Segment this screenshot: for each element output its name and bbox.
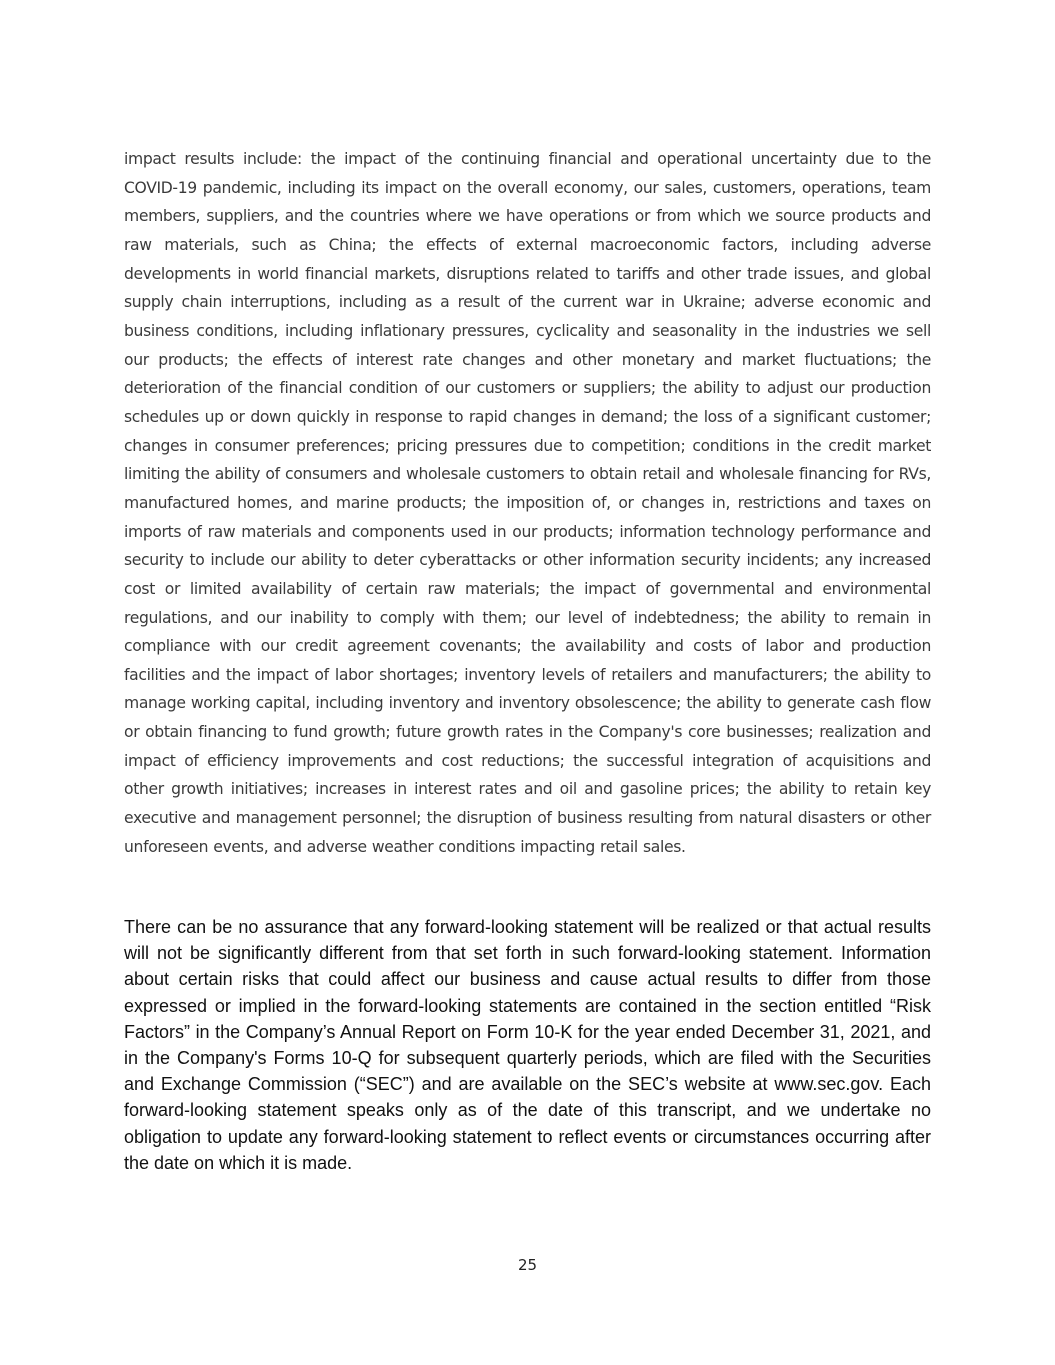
- no-assurance-paragraph: There can be no assurance that any forward-looking statement will be realized or that actual results will not be significantly different from that set forth in such forward-looking statement. Information about certain risks that could affect our business and cause actual results to differ from those expressed or implied in the forward-looking statements are contained in the section entitled “Risk Factors” in the Company’s Annual Report on Form 10-K for the year ended December 31, 2021, and in the Company's Forms 10-Q for subsequent quarterly periods, which are filed with the Securities and Exchange Commission (“SEC”) and are available on the SEC’s website at www.sec.gov. Each forward-looking statement speaks only as of the date of this transcript, and we undertake no obligation to update any forward-looking statement to reflect events or circumstances occurring after the date on which it is made.: [124, 917, 931, 1173]
- page-number: 25: [517, 1256, 538, 1274]
- forward-looking-factors-paragraph: impact results include: the impact of the continuing financial and operational uncertainty due to the COVID-19 pandemic, including its impact on the overall economy, our sales, customers, operations, team members, suppliers, and the countries where we have operations or from which we source products and raw materials, such as China; the effects of external macroeconomic factors, including adverse developments in world financial markets, disruptions related to tariffs and other trade issues, and global supply chain interruptions, including as a result of the current war in Ukraine; adverse economic and business conditions, including inflationary pressures, cyclicality and seasonality in the industries we sell our products; the effects of interest rate changes and other monetary and market fluctuations; the deterioration of the financial condition of our customers or suppliers; the ability to adjust our production schedules up or down quickly in response to rapid changes in demand; the loss of a significant customer; changes in consumer preferences; pricing pressures due to competition; conditions in the credit market limiting the ability of consumers and wholesale customers to obtain retail and wholesale financing for RVs, manufactured homes, and marine products; the imposition of, or changes in, restrictions and taxes on imports of raw materials and components used in our products; information technology performance and security to include our ability to deter cyberattacks or other information security incidents; any increased cost or limited availability of certain raw materials; the impact of governmental and environmental regulations, and our inability to comply with them; our level of indebtedness; the ability to remain in compliance with our credit agreement covenants; the availability and costs of labor and production facilities and the impact of labor shortages; inventory levels of retailers and manufacturers; the ability to manage working capital, including inventory and inventory obsolescence; the ability to generate cash flow or obtain financing to fund growth; future growth rates in the Company's core businesses; realization and impact of efficiency improvements and cost reductions; the successful integration of acquisitions and other growth initiatives; increases in interest rates and oil and gasoline prices; the ability to retain key executive and management personnel; the disruption of business resulting from natural disasters or other unforeseen events, and adverse weather conditions impacting retail sales.: [124, 150, 931, 856]
